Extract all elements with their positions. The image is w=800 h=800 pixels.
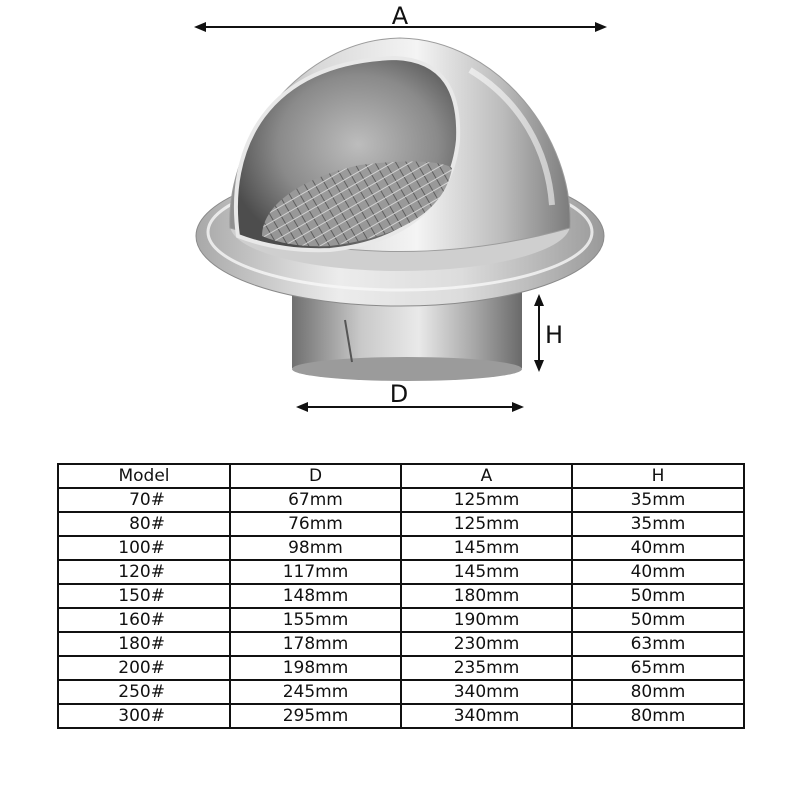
column-header-d: D: [230, 464, 401, 488]
model-cell: 100#: [58, 536, 230, 560]
model-cell: 250#: [58, 680, 230, 704]
d-cell: 67mm: [230, 488, 401, 512]
d-cell: 98mm: [230, 536, 401, 560]
a-cell: 125mm: [401, 488, 572, 512]
h-cell: 40mm: [572, 536, 744, 560]
d-cell: 76mm: [230, 512, 401, 536]
model-cell: 80#: [58, 512, 230, 536]
d-cell: 155mm: [230, 608, 401, 632]
table-row: [58, 608, 744, 632]
table-row: [58, 632, 744, 656]
h-cell: 80mm: [572, 704, 744, 728]
dimension-a-label: A: [391, 2, 409, 30]
h-cell: 65mm: [572, 656, 744, 680]
dimension-d-label: D: [389, 380, 409, 408]
model-cell: 180#: [58, 632, 230, 656]
table-row: [58, 704, 744, 728]
a-cell: 190mm: [401, 608, 572, 632]
h-cell: 35mm: [572, 488, 744, 512]
h-cell: 63mm: [572, 632, 744, 656]
h-cell: 80mm: [572, 680, 744, 704]
d-cell: 117mm: [230, 560, 401, 584]
table-row: [58, 656, 744, 680]
column-header-model: Model: [58, 464, 230, 488]
d-cell: 148mm: [230, 584, 401, 608]
a-cell: 340mm: [401, 680, 572, 704]
d-cell: 198mm: [230, 656, 401, 680]
column-header-a: A: [401, 464, 572, 488]
d-cell: 178mm: [230, 632, 401, 656]
table-row: [58, 680, 744, 704]
table-header-row: [58, 464, 744, 488]
table-row: [58, 536, 744, 560]
a-cell: 145mm: [401, 560, 572, 584]
a-cell: 235mm: [401, 656, 572, 680]
table-row: [58, 560, 744, 584]
model-cell: 120#: [58, 560, 230, 584]
a-cell: 180mm: [401, 584, 572, 608]
table-row: [58, 512, 744, 536]
h-cell: 50mm: [572, 584, 744, 608]
dome-cap: [230, 38, 570, 252]
a-cell: 125mm: [401, 512, 572, 536]
a-cell: 340mm: [401, 704, 572, 728]
dimension-a: [194, 2, 607, 32]
d-cell: 295mm: [230, 704, 401, 728]
column-header-h: H: [572, 464, 744, 488]
h-cell: 40mm: [572, 560, 744, 584]
model-cell: 200#: [58, 656, 230, 680]
dimension-h: [534, 294, 563, 372]
model-cell: 160#: [58, 608, 230, 632]
table-row: [58, 488, 744, 512]
model-cell: 70#: [58, 488, 230, 512]
a-cell: 145mm: [401, 536, 572, 560]
a-cell: 230mm: [401, 632, 572, 656]
dimension-h-label: H: [545, 321, 564, 349]
h-cell: 50mm: [572, 608, 744, 632]
h-cell: 35mm: [572, 512, 744, 536]
model-cell: 150#: [58, 584, 230, 608]
model-cell: 300#: [58, 704, 230, 728]
size-spec-table: [57, 463, 745, 729]
table-row: [58, 584, 744, 608]
d-cell: 245mm: [230, 680, 401, 704]
dimension-d: [296, 380, 524, 412]
